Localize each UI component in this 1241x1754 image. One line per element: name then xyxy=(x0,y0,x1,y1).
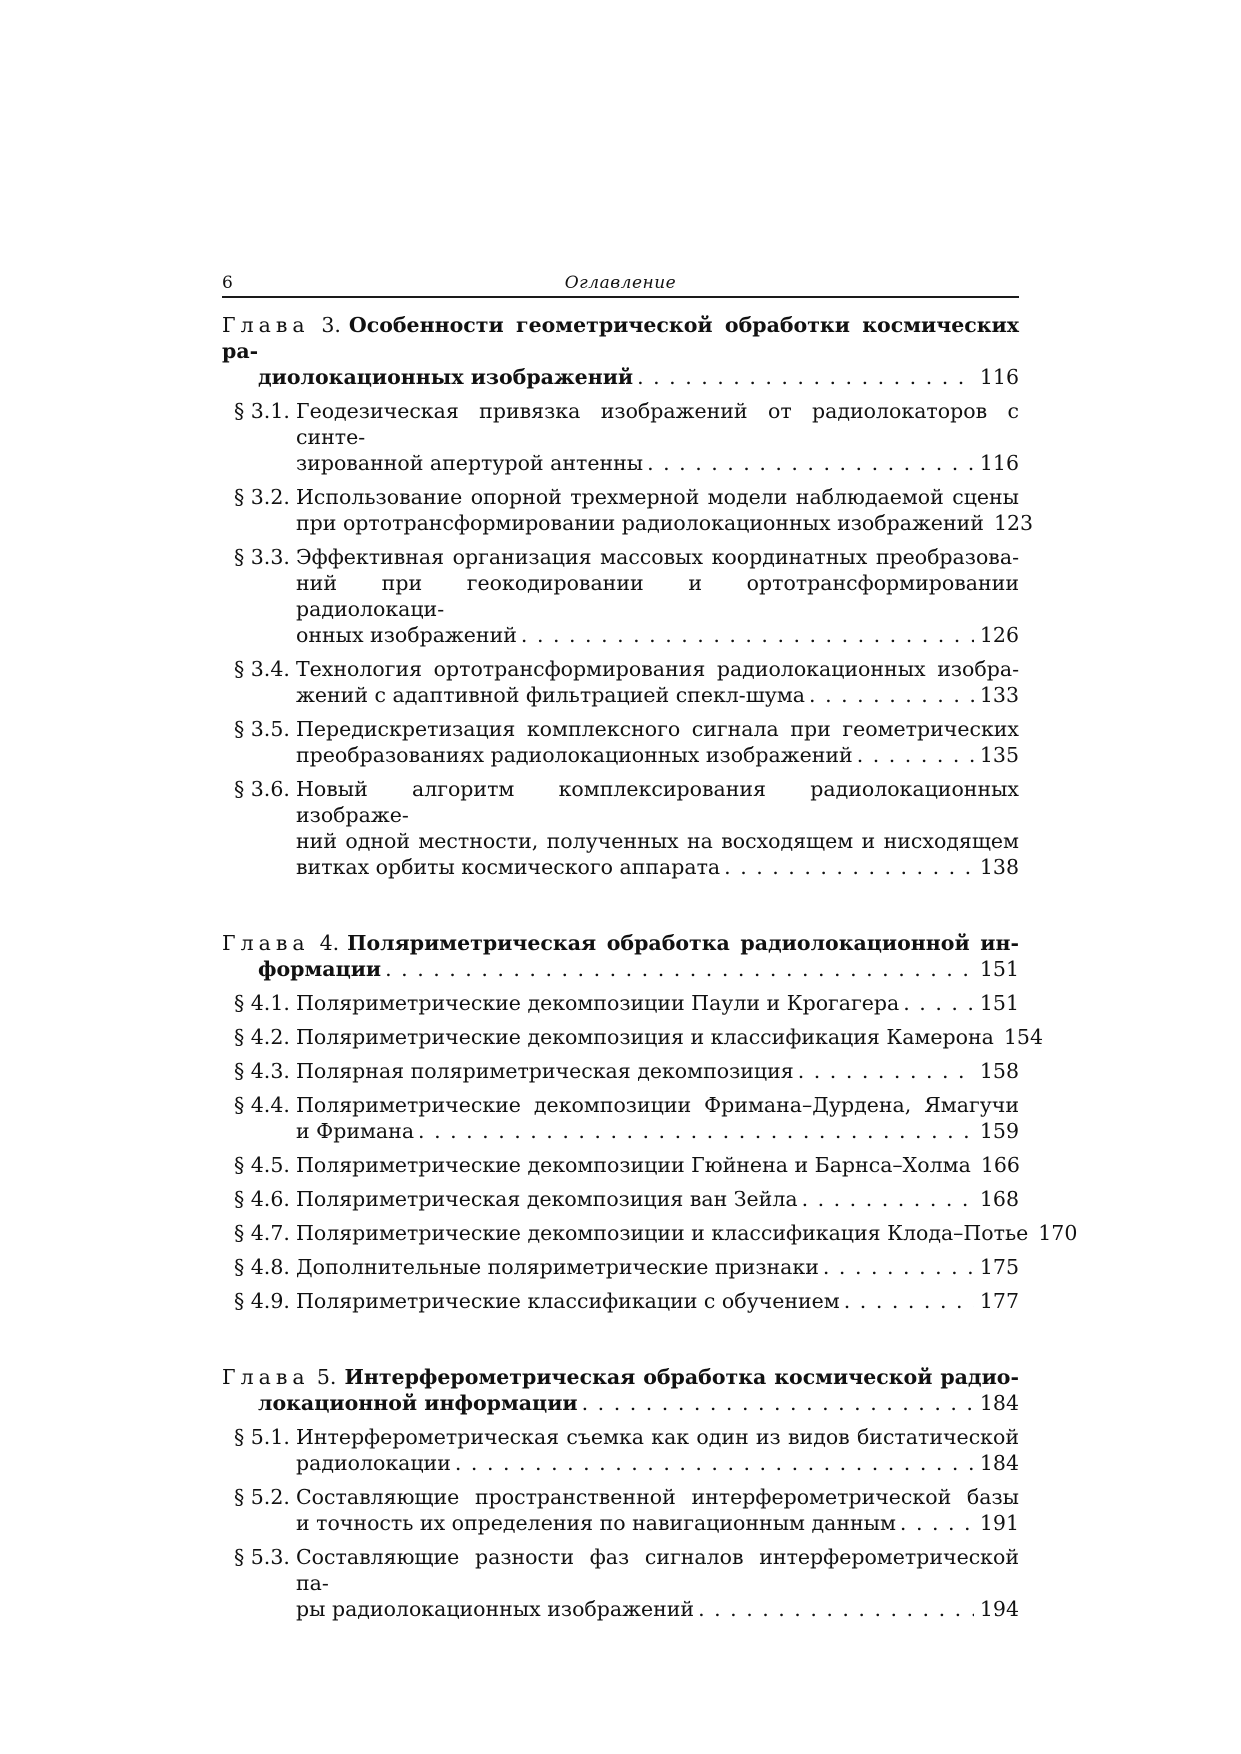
page-ref: 151 xyxy=(979,991,1019,1015)
chapter-number: 3. xyxy=(321,313,341,337)
section-title-last-line xyxy=(296,1510,1019,1536)
page-number: 6 xyxy=(222,273,233,293)
section-title: Поляриметрические декомпозиции Гюйнена и Барнса–Холма xyxy=(296,1153,971,1177)
toc-section[interactable] xyxy=(222,1220,1078,1246)
section-title: Поляриметрическая декомпозиция ван Зейла xyxy=(296,1187,798,1211)
page-ref: 151 xyxy=(979,957,1019,981)
section-title-last-line xyxy=(296,682,1019,708)
dot-leader xyxy=(418,1118,974,1144)
section-title: и точность их определения по навигационным данным xyxy=(296,1511,896,1535)
page-ref: 177 xyxy=(979,1289,1019,1313)
section-title-line: Новый алгоритм комплексирования радиолокационных изображе- xyxy=(296,777,1019,827)
toc-section[interactable] xyxy=(222,1152,1019,1178)
section-title: Поляриметрические классификации с обучением xyxy=(296,1289,840,1313)
toc-section[interactable] xyxy=(222,776,1019,880)
toc-section[interactable] xyxy=(222,484,1034,536)
page-ref: 133 xyxy=(979,683,1019,707)
section-title-last-line xyxy=(296,854,1019,880)
section-title: жений с адаптивной фильтрацией спекл-шума xyxy=(296,683,806,707)
section-title-line: Составляющие пространственной интерферометрической базы xyxy=(296,1485,1019,1509)
chapter-title: Интерферометрическая обработка космической радио- xyxy=(344,1365,1019,1389)
page-ref: 191 xyxy=(979,1511,1019,1535)
section-title-last-line xyxy=(296,622,1019,648)
section-title-line: Геодезическая привязка изображений от радиолокаторов с синте- xyxy=(296,399,1019,449)
section-title-line: Интерферометрическая съемка как один из видов бистатической xyxy=(296,1425,1019,1449)
chapter-heading-line[interactable] xyxy=(222,364,1019,390)
section-title-last-line xyxy=(296,1186,1019,1212)
section-title: Дополнительные поляриметрические признаки xyxy=(296,1255,819,1279)
page-ref: 175 xyxy=(979,1255,1019,1279)
section-title: ры радиолокационных изображений xyxy=(296,1597,695,1621)
toc-section[interactable] xyxy=(222,656,1019,708)
section-title: Поляриметрические декомпозиции Паули и Крогагера xyxy=(296,991,900,1015)
chapter-heading-line[interactable] xyxy=(222,312,1019,364)
chapter-heading-line[interactable] xyxy=(222,956,1019,982)
dot-leader xyxy=(802,1186,974,1212)
chapter-title: Особенности геометрической обработки космических ра- xyxy=(222,313,1019,363)
section-number: § 4.1. xyxy=(234,991,290,1015)
section-number: § 5.1. xyxy=(234,1425,290,1449)
section-number: § 5.3. xyxy=(234,1545,290,1569)
section-title-last-line xyxy=(296,990,1019,1016)
dot-leader xyxy=(798,1058,974,1084)
dot-leader xyxy=(823,1254,974,1280)
chapter-label: Глава xyxy=(222,1365,310,1389)
dot-leader xyxy=(809,682,974,708)
toc-section[interactable] xyxy=(222,1024,1044,1050)
dot-leader xyxy=(724,854,974,880)
toc-section[interactable] xyxy=(222,716,1019,768)
toc-section[interactable] xyxy=(222,398,1019,476)
section-title-line: Поляриметрические декомпозиции Фримана–Дурдена, Ямагучи xyxy=(296,1093,1019,1117)
section-number: § 3.6. xyxy=(234,777,290,801)
section-number: § 3.4. xyxy=(234,657,290,681)
page-ref: 116 xyxy=(979,451,1019,475)
page-ref: 154 xyxy=(1003,1025,1044,1049)
toc-section[interactable] xyxy=(222,1484,1019,1536)
page-ref: 184 xyxy=(979,1391,1019,1415)
section-title-line: Передискретизация комплексного сигнала при геометрических xyxy=(296,717,1019,741)
section-number: § 4.6. xyxy=(234,1187,290,1211)
section-number: § 4.9. xyxy=(234,1289,290,1313)
section-title-line: Использование опорной трехмерной модели наблюдаемой сцены xyxy=(296,485,1019,509)
toc-page xyxy=(222,272,1078,1622)
section-number: § 3.1. xyxy=(234,399,290,423)
section-title-line: Технология ортотрансформирования радиолокационных изобра- xyxy=(296,657,1019,681)
chapter-number: 5. xyxy=(316,1365,337,1389)
dot-leader xyxy=(385,956,974,982)
chapter-heading-line[interactable] xyxy=(222,1364,1019,1390)
toc-chapter xyxy=(222,312,1034,880)
section-title-last-line xyxy=(296,1450,1019,1476)
section-title-last-line xyxy=(296,1254,1019,1280)
toc-section[interactable] xyxy=(222,1288,1019,1314)
section-title-last-line xyxy=(296,1220,1078,1246)
table-of-contents xyxy=(222,312,1078,1622)
section-title: преобразованиях радиолокационных изображений xyxy=(296,743,853,767)
page-ref: 135 xyxy=(979,743,1019,767)
toc-section[interactable] xyxy=(222,1092,1019,1144)
section-title-line: Эффективная организация массовых координатных преобразова- xyxy=(296,545,1019,569)
dot-leader xyxy=(582,1390,974,1416)
section-title-last-line xyxy=(296,1058,1019,1084)
chapter-label: Глава xyxy=(222,313,310,337)
running-title: Оглавление xyxy=(564,273,677,293)
toc-section[interactable] xyxy=(222,1186,1019,1212)
section-number: § 4.8. xyxy=(234,1255,290,1279)
toc-section[interactable] xyxy=(222,990,1019,1016)
dot-leader xyxy=(647,450,974,476)
chapter-label: Глава xyxy=(222,931,310,955)
section-number: § 4.5. xyxy=(234,1153,290,1177)
section-title: при ортотрансформировании радиолокационных изображений xyxy=(296,511,984,535)
section-title: витках орбиты космического аппарата xyxy=(296,855,721,879)
dot-leader xyxy=(900,1510,974,1536)
section-title-last-line xyxy=(296,510,1034,536)
section-title-last-line xyxy=(296,1024,1044,1050)
section-title-last-line xyxy=(296,1288,1019,1314)
chapter-title-cont: локационной информации xyxy=(258,1391,578,1415)
section-title: Полярная поляриметрическая декомпозиция xyxy=(296,1059,794,1083)
dot-leader xyxy=(698,1596,974,1622)
chapter-heading-line[interactable] xyxy=(222,930,1019,956)
section-title-line: Составляющие разности фаз сигналов интерферометрической па- xyxy=(296,1545,1019,1595)
page-ref: 123 xyxy=(993,511,1034,535)
section-title-last-line xyxy=(296,1118,1019,1144)
page-ref: 158 xyxy=(979,1059,1019,1083)
toc-chapter xyxy=(222,930,1078,1314)
section-number: § 3.5. xyxy=(234,717,290,741)
dot-leader xyxy=(637,364,974,390)
page-ref: 168 xyxy=(979,1187,1019,1211)
dot-leader xyxy=(844,1288,974,1314)
section-number: § 4.7. xyxy=(234,1221,290,1245)
page-ref: 170 xyxy=(1038,1221,1078,1245)
chapter-heading-line[interactable] xyxy=(222,1390,1019,1416)
page-ref: 126 xyxy=(979,623,1019,647)
page-ref: 166 xyxy=(980,1153,1020,1177)
chapter-title-cont: диолокационных изображений xyxy=(258,365,634,389)
page-ref: 159 xyxy=(979,1119,1019,1143)
dot-leader xyxy=(455,1450,974,1476)
section-title-line: ний при геокодировании и ортотрансформировании радиолокаци- xyxy=(296,571,1019,621)
section-number: § 4.2. xyxy=(234,1025,290,1049)
page-ref: 194 xyxy=(979,1597,1019,1621)
section-title-last-line xyxy=(296,450,1019,476)
section-number: § 3.2. xyxy=(234,485,290,509)
section-title: радиолокации xyxy=(296,1451,451,1475)
running-header xyxy=(222,272,1019,298)
section-title: Поляриметрические декомпозиция и классификация Камерона xyxy=(296,1025,994,1049)
dot-leader xyxy=(521,622,974,648)
section-title-last-line xyxy=(296,1152,1019,1178)
toc-section[interactable] xyxy=(222,1544,1019,1622)
toc-section[interactable] xyxy=(222,544,1019,648)
toc-section[interactable] xyxy=(222,1254,1019,1280)
section-title: и Фримана xyxy=(296,1119,415,1143)
toc-section[interactable] xyxy=(222,1424,1019,1476)
section-number: § 4.3. xyxy=(234,1059,290,1083)
toc-section[interactable] xyxy=(222,1058,1019,1084)
page-ref: 138 xyxy=(979,855,1019,879)
chapter-title: Поляриметрическая обработка радиолокационной ин- xyxy=(347,931,1019,955)
section-title-last-line xyxy=(296,742,1019,768)
chapter-title-cont: формации xyxy=(258,957,382,981)
section-title: зированной апертурой антенны xyxy=(296,451,644,475)
chapter-number: 4. xyxy=(319,931,340,955)
section-title-last-line xyxy=(296,1596,1019,1622)
toc-chapter xyxy=(222,1364,1019,1622)
page-ref: 184 xyxy=(979,1451,1019,1475)
dot-leader xyxy=(903,990,974,1016)
section-title-line: ний одной местности, полученных на восходящем и нисходящем xyxy=(296,829,1019,853)
section-title: Поляриметрические декомпозиции и классификация Клода–Потье xyxy=(296,1221,1029,1245)
section-number: § 4.4. xyxy=(234,1093,290,1117)
section-number: § 5.2. xyxy=(234,1485,290,1509)
section-number: § 3.3. xyxy=(234,545,290,569)
page-ref: 116 xyxy=(979,365,1019,389)
dot-leader xyxy=(857,742,974,768)
section-title: онных изображений xyxy=(296,623,517,647)
